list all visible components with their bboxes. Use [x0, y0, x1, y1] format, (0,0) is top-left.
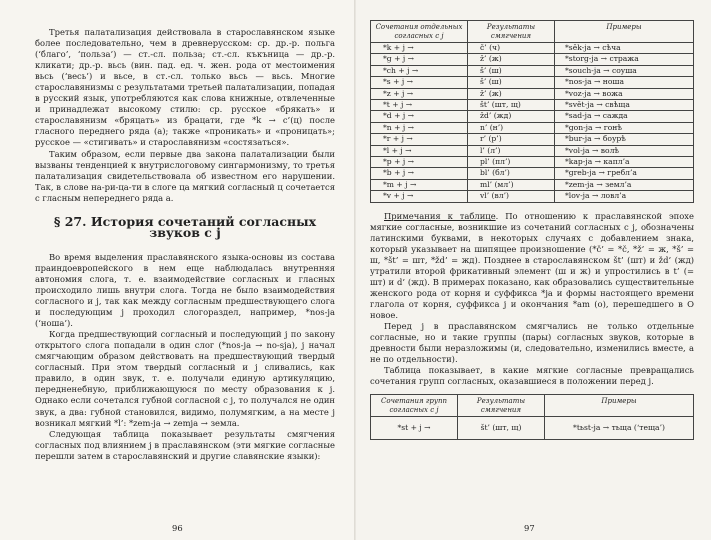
table-cell: ml’ (мл’) [468, 179, 555, 190]
table-row [371, 168, 694, 179]
table-cell: *t + j → [371, 100, 468, 111]
table-cell: *st + j → [371, 417, 458, 440]
table-cell: žd’ (жд) [468, 111, 555, 122]
table-cell: *s + j → [371, 77, 468, 88]
paragraph-summary: Таким образом, если первые два закона палатализации были вызваны тенденцией к внутрислоговому сингармонизму, то третья палатализация свидетельствовала об известном его нарушении. Так, в слове на-ри-ца-ти в слоге ца мягкий согласный ц сочетается с гласным непереднего ряда а. [35, 148, 335, 203]
table-cell: š’ (ш) [468, 65, 555, 76]
table-row [371, 191, 694, 202]
paragraph-third-palatalization: Третья палатализация действовала в старославянском языке более последовательно, чем в древнерусском: ср. др.-р. польга (‘благо’, ‘польза’) — ст.-сл. польза; ст.-сл. къкъница — др.-р. кликати; др.-р. вьсь (вин. пад. ед. ч. жен. рода от местоимения вьсь (‘весь’) и вьсе, в ст.-сл. только вьсь — вьсь. Многие старославянизмы с результатами третьей палатализации, попадая в русский язык, употребляются как слова книжные, отвлеченные и принадлежат высокому стилю: ср. русское «брякать» и старославянизм «бряцать» из брацати, где *k → c’(ц) после гласного переднего ряда (а); также «проникать» и «проницать»; русское — «стигивать» и старославянизм «состязаться». [35, 27, 335, 148]
table-cell: *z + j → [371, 88, 468, 99]
section-heading: § 27. История сочетаний согласных звуков с j [53, 213, 317, 240]
right-page [356, 0, 711, 540]
table-row [371, 77, 694, 88]
table-cell: št’ (шт, щ) [458, 417, 545, 440]
table-cell: *k + j → [371, 43, 468, 54]
note-title: Примечания к таблице [384, 210, 496, 221]
table-header-row [371, 395, 694, 417]
table-cell: *d + j → [371, 111, 468, 122]
paragraph-syllable-autonomy: Во время выделения праславянского языка-основы из состава праиндоевропейского в нем еще наблюдалась внутренняя автономия слога, т. е. взаимодействие согласных и гласных происходило лишь внутри слога. Тогда не было взаимодействия согласного и j, так как между согласным предшествующего слога и последующим j проходил слогораздел, например, *nos-ja (‘ноша’). [35, 251, 335, 329]
table-row [371, 179, 694, 190]
table-note [370, 211, 694, 321]
table-cell: *greb-ja → гребл’а [555, 168, 694, 179]
table-cell: *souch-ja → соуша [555, 65, 694, 76]
table-row [371, 65, 694, 76]
table-cell: pl’ (пл’) [468, 157, 555, 168]
table-row [371, 100, 694, 111]
table-header-cell: Результаты смягчения [468, 21, 555, 43]
table-header-cell: Результаты смягчения [458, 395, 545, 417]
table-cell: *sad-ja → сажда [555, 111, 694, 122]
paragraph-consonant-groups: Перед j в праславянском смягчались не только отдельные согласные, но и такие группы (пары) согласных звуков, которые в древности были неразложимы (и, следовательно, изменились вместе, а не по отдельности). [370, 321, 694, 365]
table-cell: *storg-ja → стража [555, 54, 694, 65]
table-cell: *ch + j → [371, 65, 468, 76]
table-cell: *tьst-ja → тьща (‘теща’) [545, 417, 694, 440]
table-header-cell: Сочетания групп согласных с j [371, 395, 458, 417]
table-row [371, 88, 694, 99]
paragraph-open-syllable: Когда предшествующий согласный и последующий j по закону открытого слога попадали в один слог (*nos-ja → no-sja), j начал смягчающим образом действовать на предшествующий твердый согласный. При этом твердый согласный и j сливались, как правило, в один звук, т. е. получали единую артикуляцию, передненебную, приближающуюся по месту образования к j. Однако если сочетался губной согласной с j, то получался не один звук, а два: губной становился, видимо, полумягким, а на месте j возникал мягкий *l’: *zem-ja → zemja → земла. [35, 329, 335, 428]
table-row [371, 43, 694, 54]
note-text: . По отношению к праславянской эпохе мягкие согласные, возникшие из сочетаний согласных с j, обозначены латинскими буквами, в некоторых случаях с добавлением знака, который указывает на шипящее произношение (*č’ = *č, *ž’ = ж, *š’ = ш, *št’ = шт, *žd’ = жд). Позднее в старославянском št’ (шт) и žd’ (жд) утратили второй фрикативный элемент (ш и ж) и упростились в t’ (= шт) и d’ (жд). В примерах показано, как образовались существительные женского рода от корня и суффикса *ja и формы настоящего времени глагола от корня, суффикса j и окончания *am (o), перешедшего в O новое. [370, 210, 694, 321]
table-cell: *l + j → [371, 145, 468, 156]
table-cell: *n + j → [371, 122, 468, 133]
table-header-cell: Примеры [545, 395, 694, 417]
table-cell: vl’ (вл’) [468, 191, 555, 202]
table-cell: *nos-ja → ноша [555, 77, 694, 88]
table-header-row [371, 21, 694, 43]
table-cell: č’ (ч) [468, 43, 555, 54]
table-cell: *r + j → [371, 134, 468, 145]
table-cell: *b + j → [371, 168, 468, 179]
right-text-column [370, 20, 694, 440]
table-row [371, 145, 694, 156]
consonant-group-table [370, 394, 694, 440]
table-cell: l’ (л’) [468, 145, 555, 156]
paragraph-table-intro: Следующая таблица показывает результаты смягчения согласных под влиянием j в праславянском (эти мягкие согласные перешли затем в старославянский и другие славянские языки): [35, 428, 335, 461]
table-cell: n’ (н’) [468, 122, 555, 133]
table-body [371, 43, 694, 203]
table-row [371, 122, 694, 133]
table-cell: *svět-ja → свѣща [555, 100, 694, 111]
table-cell: ž’ (ж) [468, 54, 555, 65]
table-row [371, 54, 694, 65]
table-cell: ž’ (ж) [468, 88, 555, 99]
table-cell: *bur-ja → боурѣ [555, 134, 694, 145]
table-cell: *kap-ja → капл’а [555, 157, 694, 168]
table-header-cell: Примеры [555, 21, 694, 43]
table-row [371, 134, 694, 145]
paragraph-table2-intro: Таблица показывает, в какие мягкие согласные превращались сочетания групп согласных, оказавшиеся в положении перед j. [370, 365, 694, 387]
table-row [371, 417, 694, 440]
table-cell: *v + j → [371, 191, 468, 202]
table-row [371, 111, 694, 122]
table-row [371, 157, 694, 168]
table-cell: št’ (шт, щ) [468, 100, 555, 111]
table-cell: *lov-ja → ловл’а [555, 191, 694, 202]
table-cell: *zem-ja → земл’а [555, 179, 694, 190]
table-cell: *vol-ja → волѣ [555, 145, 694, 156]
consonant-softening-table [370, 20, 694, 203]
table-cell: *sěk-ja → сѣча [555, 43, 694, 54]
table-cell: *p + j → [371, 157, 468, 168]
table-cell: *gon-ja → гонѣ [555, 122, 694, 133]
table-cell: *m + j → [371, 179, 468, 190]
table-cell: bl’ (бл’) [468, 168, 555, 179]
table-cell: r’ (р’) [468, 134, 555, 145]
table-cell: š’ (ш) [468, 77, 555, 88]
left-text-column [35, 27, 335, 462]
table-cell: *g + j → [371, 54, 468, 65]
left-page [0, 0, 355, 540]
page-number-left: 96 [172, 523, 183, 533]
table-header-cell: Сочетания отдельных согласных с j [371, 21, 468, 43]
page-number-right: 97 [524, 523, 535, 533]
table-cell: *voz-ja → вожа [555, 88, 694, 99]
